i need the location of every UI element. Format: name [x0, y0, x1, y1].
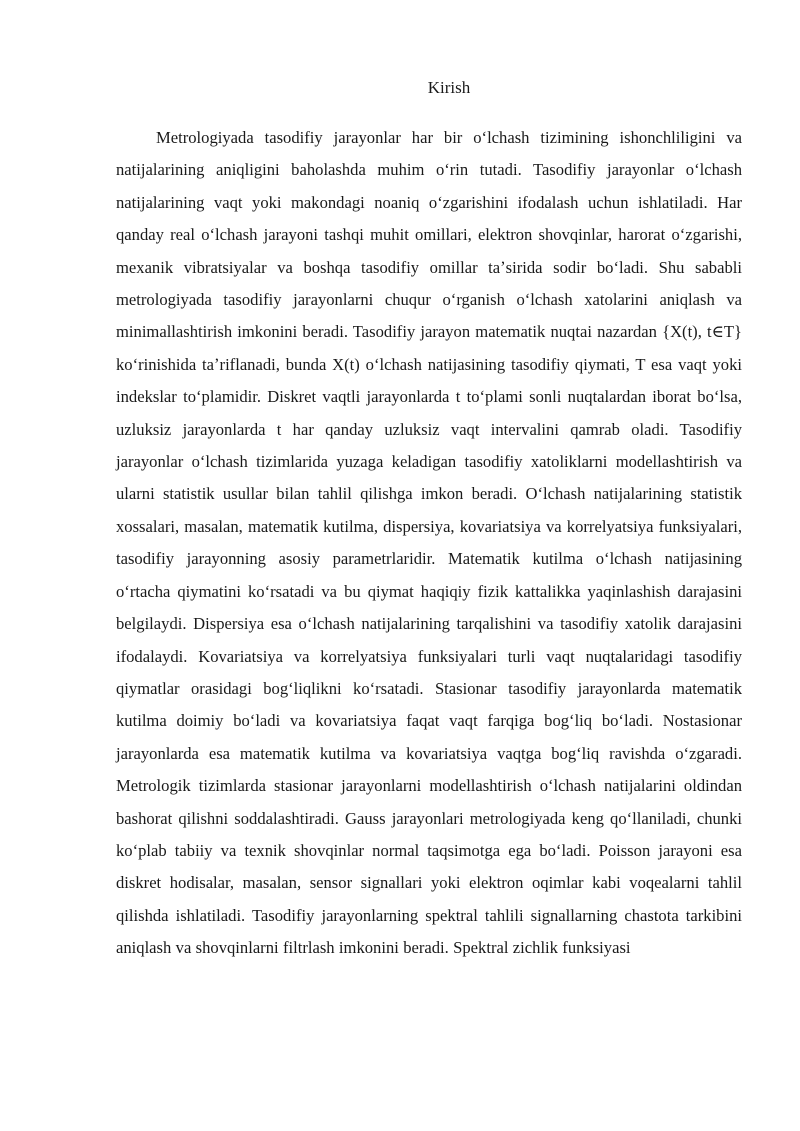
page-title: Kirish: [427, 78, 471, 97]
paragraph-text: Metrologiyada tasodifiy jarayonlar har bir oʻlchash tizimining ishonchliligini va natijalarining aniqligini baholashda muhim oʻrin tutadi. Tasodifiy jarayonlar oʻlchash natijalarining vaqt yoki makondagi noaniq oʻzgarishini ifodalash uchun ishlatiladi. Har qanday real oʻlchash jarayoni tashqi muhit omillari, elektron shovqinlar, harorat oʻzgarishi, mexanik vibratsiyalar va boshqa tasodifiy omillar taʼsirida sodir boʻladi. Shu sababli metrologiyada tasodifiy jarayonlarni chuqur oʻrganish oʻlchash xatolarini aniqlash va minimallashtirish imkonini beradi. Tasodifiy jarayon matematik nuqtai nazardan {X(t), t∈T} koʻrinishida taʼriflanadi, bunda X(t) oʻlchash natijasining tasodifiy qiymati, T esa vaqt yoki indekslar toʻplamidir. Diskret vaqtli jarayonlarda t toʻplami sonli nuqtalardan iborat boʻlsa, uzluksiz jarayonlarda t har qanday uzluksiz vaqt intervalini qamrab oladi. Tasodifiy jarayonlar oʻlchash tizimlarida yuzaga keladigan tasodifiy xatoliklarni modellashtirish va ularni statistik usullar bilan tahlil qilishga imkon beradi. Oʻlchash natijalarining statistik xossalari, masalan, matematik kutilma, dispersiya, kovariatsiya va korrelyatsiya funksiyalari, tasodifiy jarayonning asosiy parametrlaridir. Matematik kutilma oʻlchash natijasining oʻrtacha qiymatini koʻrsatadi va bu qiymat haqiqiy fizik kattalikka yaqinlashish darajasini belgilaydi. Dispersiya esa oʻlchash natijalarining tarqalishini va tasodifiy xatolik darajasini ifodalaydi. Kovariatsiya va korrelyatsiya funksiyalari turli vaqt nuqtalaridagi tasodifiy qiymatlar orasidagi bogʻliqlikni koʻrsatadi. Stasionar tasodifiy jarayonlarda matematik kutilma doimiy boʻladi va kovariatsiya faqat vaqt farqiga bogʻliq boʻladi. Nostasionar jarayonlarda esa matematik kutilma va kovariatsiya vaqtga bogʻliq ravishda oʻzgaradi. Metrologik tizimlarda stasionar jarayonlarni modellashtirish oʻlchash natijalarini oldindan bashorat qilishni soddalashtiradi. Gauss jarayonlari metrologiyada keng qoʻllaniladi, chunki koʻplab tabiiy va texnik shovqinlar normal taqsimotga ega boʻladi. Poisson jarayoni esa diskret hodisalar, masalan, sensor signallari yoki elektron oqimlar kabi voqealarni tahlil qilishda ishlatiladi. Tasodifiy jarayonlarning spektral tahlili signallarning chastota tarkibini aniqlash va shovqinlarni filtrlash imkonini beradi. Spektral zichlik funksiyasi: [116, 128, 742, 958]
body-paragraph: [116, 122, 742, 965]
